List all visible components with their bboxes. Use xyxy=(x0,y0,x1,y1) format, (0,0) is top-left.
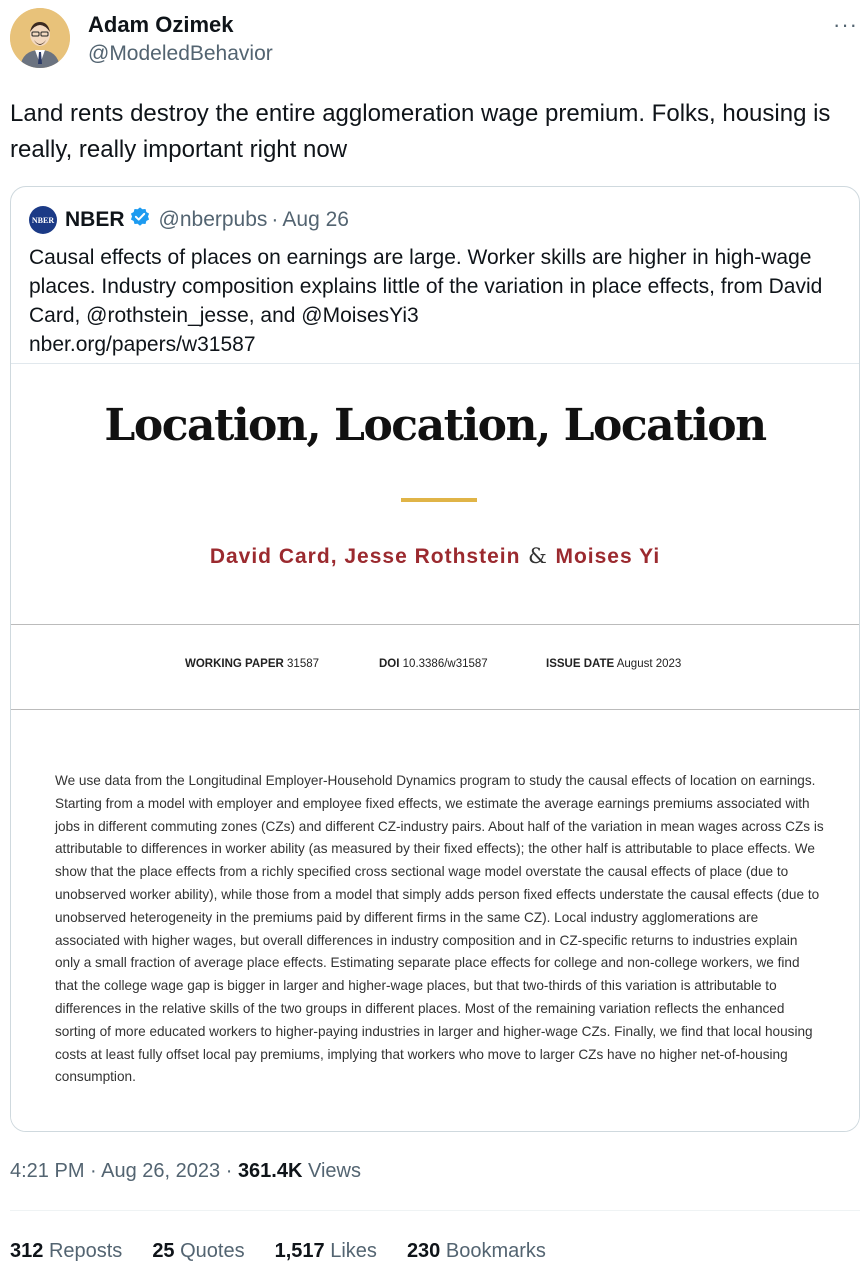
bookmarks-stat[interactable] xyxy=(407,1240,546,1263)
issue-label: ISSUE DATE xyxy=(546,658,615,670)
author-separator: , xyxy=(330,545,345,568)
meta-separator: · xyxy=(271,208,279,231)
reposts-stat[interactable] xyxy=(10,1240,122,1263)
quoted-display-name[interactable]: NBER xyxy=(65,208,125,231)
likes-stat[interactable] xyxy=(275,1240,377,1263)
tweet-timestamp xyxy=(10,1160,361,1183)
author-3: Moises Yi xyxy=(555,545,661,568)
user-handle[interactable]: @ModeledBehavior xyxy=(88,42,273,65)
views-separator: · xyxy=(220,1160,238,1182)
working-paper-meta xyxy=(185,658,319,670)
likes-count: 1,517 xyxy=(274,1240,325,1262)
bookmarks-label: Bookmarks xyxy=(445,1240,546,1262)
time-separator: · xyxy=(84,1160,102,1182)
nber-logo-icon[interactable]: NBER xyxy=(29,206,57,234)
tweet-text: Land rents destroy the entire agglomeration wage premium. Folks, housing is really, really important right now xyxy=(10,100,831,163)
quoted-tweet[interactable] xyxy=(10,186,860,1132)
quoted-tweet-header xyxy=(29,205,349,235)
avatar-portrait-icon[interactable] xyxy=(10,8,70,68)
wp-value: 31587 xyxy=(287,658,320,670)
doi-label: DOI xyxy=(379,658,400,670)
author-ampersand: & xyxy=(520,544,556,568)
doi-meta xyxy=(379,658,488,670)
issue-date-meta xyxy=(546,658,681,670)
doi-value: 10.3386/w31587 xyxy=(402,658,488,670)
wp-label: WORKING PAPER xyxy=(185,658,284,670)
verified-badge-icon xyxy=(129,206,151,234)
quoted-date[interactable]: Aug 26 xyxy=(282,208,349,231)
reposts-count: 312 xyxy=(10,1240,44,1262)
quoted-handle[interactable]: @nberpubs xyxy=(158,208,268,231)
display-name[interactable]: Adam Ozimek xyxy=(88,12,234,37)
author-2: Jesse Rothstein xyxy=(344,545,521,568)
quotes-label: Quotes xyxy=(180,1240,245,1262)
tweet-header xyxy=(10,8,860,72)
views-label: Views xyxy=(302,1160,361,1182)
views-count[interactable]: 361.4K xyxy=(237,1160,303,1182)
paper-meta-band xyxy=(11,624,859,710)
tweet-date[interactable]: Aug 26, 2023 xyxy=(101,1160,221,1182)
more-options-icon[interactable]: ··· xyxy=(833,12,858,37)
reposts-label: Reposts xyxy=(48,1240,123,1262)
paper-authors xyxy=(11,544,859,569)
paper-title: Location, Location, Location xyxy=(104,400,766,451)
likes-label: Likes xyxy=(330,1240,377,1262)
engagement-stats xyxy=(10,1240,546,1263)
bookmarks-count: 230 xyxy=(406,1240,441,1262)
paper-abstract: We use data from the Longitudinal Employer-Household Dynamics program to study the causal effects of location on earnings. Starting from a model with employer and employee fixed effects, we estimate the average earnings premiums associated with jobs in different commuting zones (CZs) and different CZ-industry pairs. About half of the variation in mean wages across CZs is attributable to differences in worker ability (as measured by their fixed effects); the other half is attributable to place effects. We show that the place effects from a richly specified cross sectional wage model overstate the causal effects of place (due to unobserved worker ability), while those from a model that simply adds person fixed effects understate the causal effects (due to unobserved heterogeneity in the premiums paid by different firms in the same CZ). Local industry agglomerations are associated with higher wages, but overall differences in industry composition and in CZ-specific returns to industries explain only a small fraction of average place effects. Estimating separate place effects for college and non-college workers, we find that the college wage gap is bigger in larger and higher-wage places, but that two-thirds of this variation is attributable to differences in the relative skills of the two groups in different places. Most of the remaining variation reflects the enhanced sorting of more educated workers to higher-paying industries in larger and higher-wage CZs. Finally, we find that local housing costs at least fully offset local pay premiums, implying that workers who move to larger CZs have no higher net-of-housing consumption. xyxy=(55,773,824,1085)
quoted-body: Causal effects of places on earnings are large. Worker skills are higher in high-wage places. Industry composition explains little of the variation in place effects, from David Card, @rothstein_jesse, and @MoisesYi3 xyxy=(29,246,823,327)
quoted-link[interactable]: nber.org/papers/w31587 xyxy=(29,333,256,356)
issue-value: August 2023 xyxy=(616,658,682,670)
tweet-time[interactable]: 4:21 PM xyxy=(10,1160,85,1182)
stats-divider xyxy=(10,1210,860,1211)
paper-preview-image[interactable] xyxy=(11,363,859,1132)
author-1: David Card xyxy=(209,545,331,568)
title-divider xyxy=(401,498,477,502)
quotes-count: 25 xyxy=(152,1240,175,1262)
quotes-stat[interactable] xyxy=(152,1240,244,1263)
quoted-tweet-text xyxy=(29,243,839,359)
